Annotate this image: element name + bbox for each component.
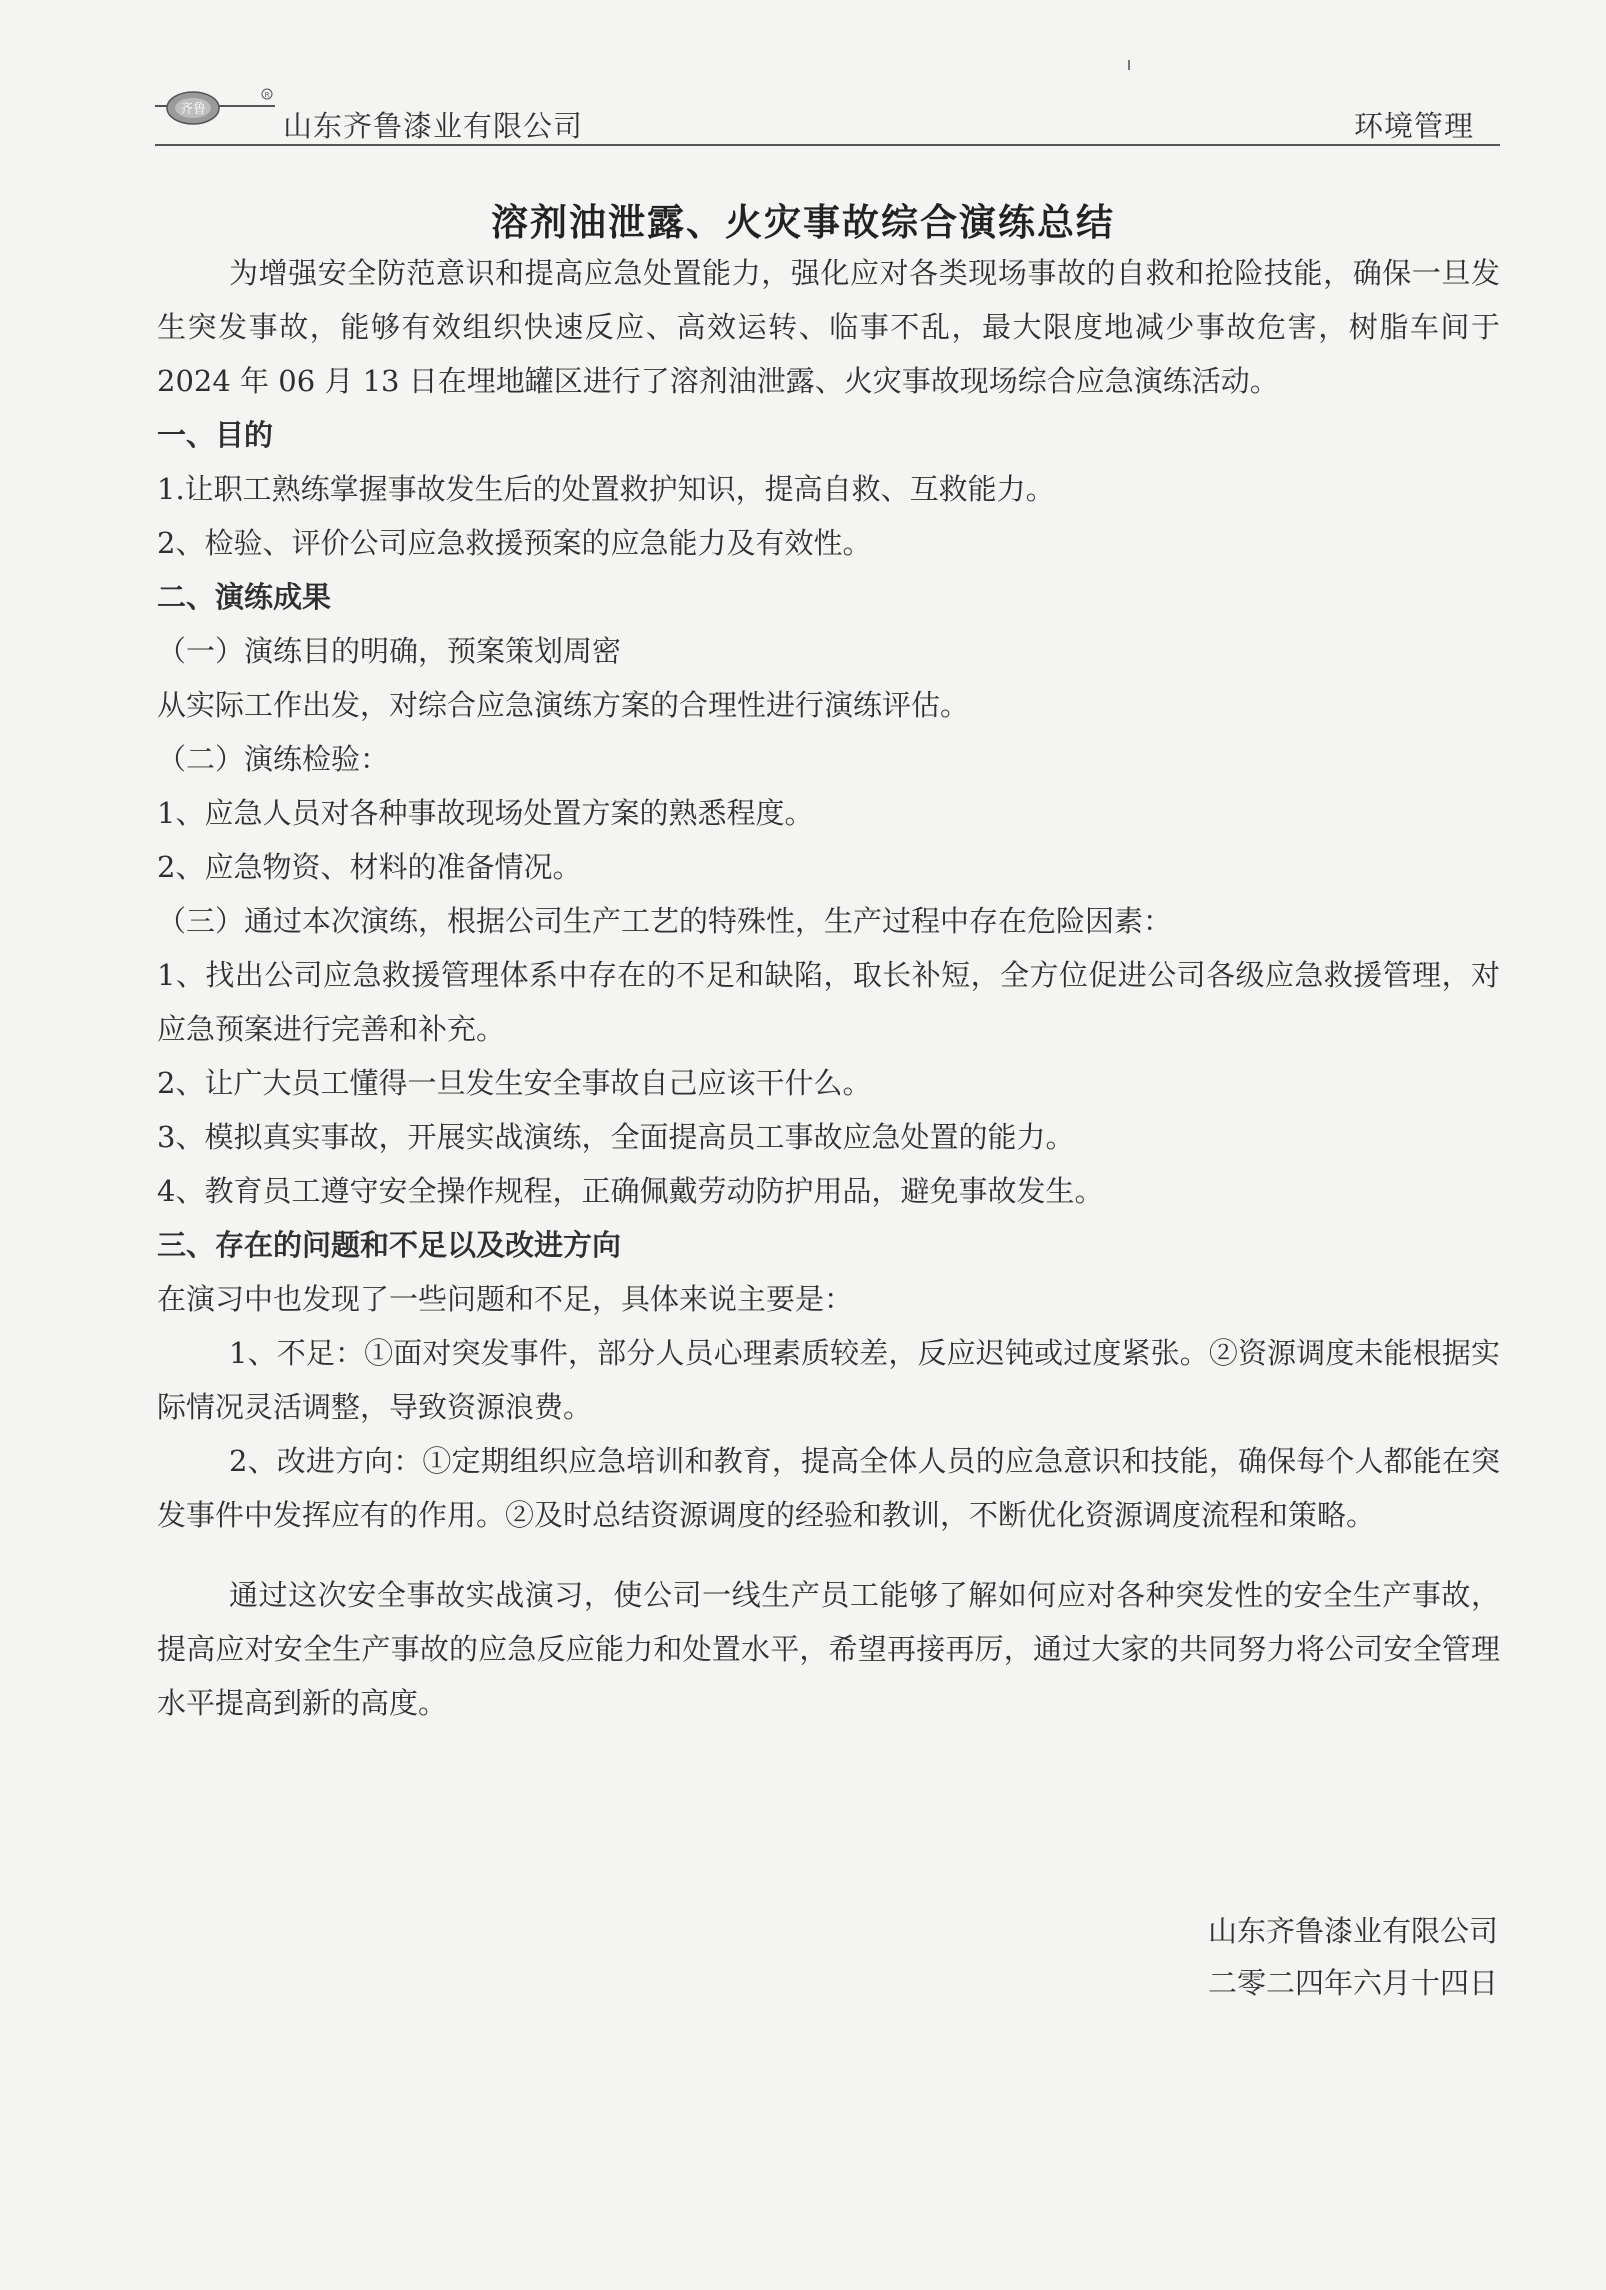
list-item: 2、检验、评价公司应急救援预案的应急能力及有效性。 bbox=[157, 526, 872, 560]
letterhead bbox=[155, 82, 1500, 146]
list-item: 1、不足：①面对突发事件，部分人员心理素质较差，反应迟钝或过度紧张。②资源调度未能根据实际情况灵活调整，导致资源浪费。 bbox=[157, 1336, 1500, 1424]
svg-text:R: R bbox=[264, 91, 270, 99]
closing-paragraph: 通过这次安全事故实战演习，使公司一线生产员工能够了解如何应对各种突发性的安全生产事故，提高应对安全生产事故的应急反应能力和处置水平，希望再接再厉，通过大家的共同努力将公司安全管理水平提高到新的高度。 bbox=[157, 1578, 1500, 1720]
signature-date: 二零二四年六月十四日 bbox=[1207, 1966, 1498, 2000]
section-heading-issues: 三、存在的问题和不足以及改进方向 bbox=[157, 1228, 622, 1262]
section-heading-purpose: 一、目的 bbox=[157, 418, 274, 452]
list-item: 2、改进方向：①定期组织应急培训和教育，提高全体人员的应急意识和技能，确保每个人都能在突发事件中发挥应有的作用。②及时总结资源调度的经验和教训，不断优化资源调度流程和策略。 bbox=[157, 1444, 1500, 1532]
subsection-heading: （一）演练目的明确，预案策划周密 bbox=[157, 634, 622, 668]
list-item: 3、模拟真实事故，开展实战演练，全面提高员工事故应急处置的能力。 bbox=[157, 1120, 1075, 1154]
company-logo-icon bbox=[155, 86, 279, 126]
list-item: 1、找出公司应急救援管理体系中存在的不足和缺陷，取长补短，全方位促进公司各级应急救援管理，对应急预案进行完善和补充。 bbox=[157, 958, 1500, 1046]
subsection-heading: （二）演练检验： bbox=[157, 742, 390, 776]
list-item: 1、应急人员对各种事故现场处置方案的熟悉程度。 bbox=[157, 796, 814, 830]
list-item: 2、应急物资、材料的准备情况。 bbox=[157, 850, 582, 884]
list-item: 4、教育员工遵守安全操作规程，正确佩戴劳动防护用品，避免事故发生。 bbox=[157, 1174, 1104, 1208]
document-body bbox=[157, 246, 1500, 1730]
intro-paragraph: 为增强安全防范意识和提高应急处置能力，强化应对各类现场事故的自救和抢险技能，确保一旦发生突发事故，能够有效组织快速反应、高效运转、临事不乱，最大限度地减少事故危害，树脂车间于 2024 年 06 月 13 日在埋地罐区进行了溶剂油泄露、火灾事故现场综合应急演练活动。 bbox=[157, 256, 1500, 398]
paragraph: 在演习中也发现了一些问题和不足，具体来说主要是： bbox=[157, 1282, 854, 1316]
list-item: 2、让广大员工懂得一旦发生安全事故自己应该干什么。 bbox=[157, 1066, 872, 1100]
scan-mark bbox=[1128, 60, 1130, 70]
logo-text: 齐鲁 bbox=[179, 102, 207, 117]
signature-block bbox=[1208, 1905, 1498, 2009]
paragraph: 从实际工作出发，对综合应急演练方案的合理性进行演练评估。 bbox=[157, 688, 970, 722]
section-heading-results: 二、演练成果 bbox=[157, 580, 332, 614]
signature-company: 山东齐鲁漆业有限公司 bbox=[1207, 1914, 1498, 1948]
header-divider bbox=[155, 144, 1500, 146]
list-item: 1.让职工熟练掌握事故发生后的处置救护知识，提高自救、互救能力。 bbox=[157, 472, 1055, 506]
document-title: 溶剂油泄露、火灾事故综合演练总结 bbox=[491, 200, 1115, 244]
header-department: 环境管理 bbox=[1353, 109, 1474, 143]
subsection-heading: （三）通过本次演练，根据公司生产工艺的特殊性，生产过程中存在危险因素： bbox=[157, 904, 1173, 938]
header-company-name: 山东齐鲁漆业有限公司 bbox=[283, 109, 584, 143]
